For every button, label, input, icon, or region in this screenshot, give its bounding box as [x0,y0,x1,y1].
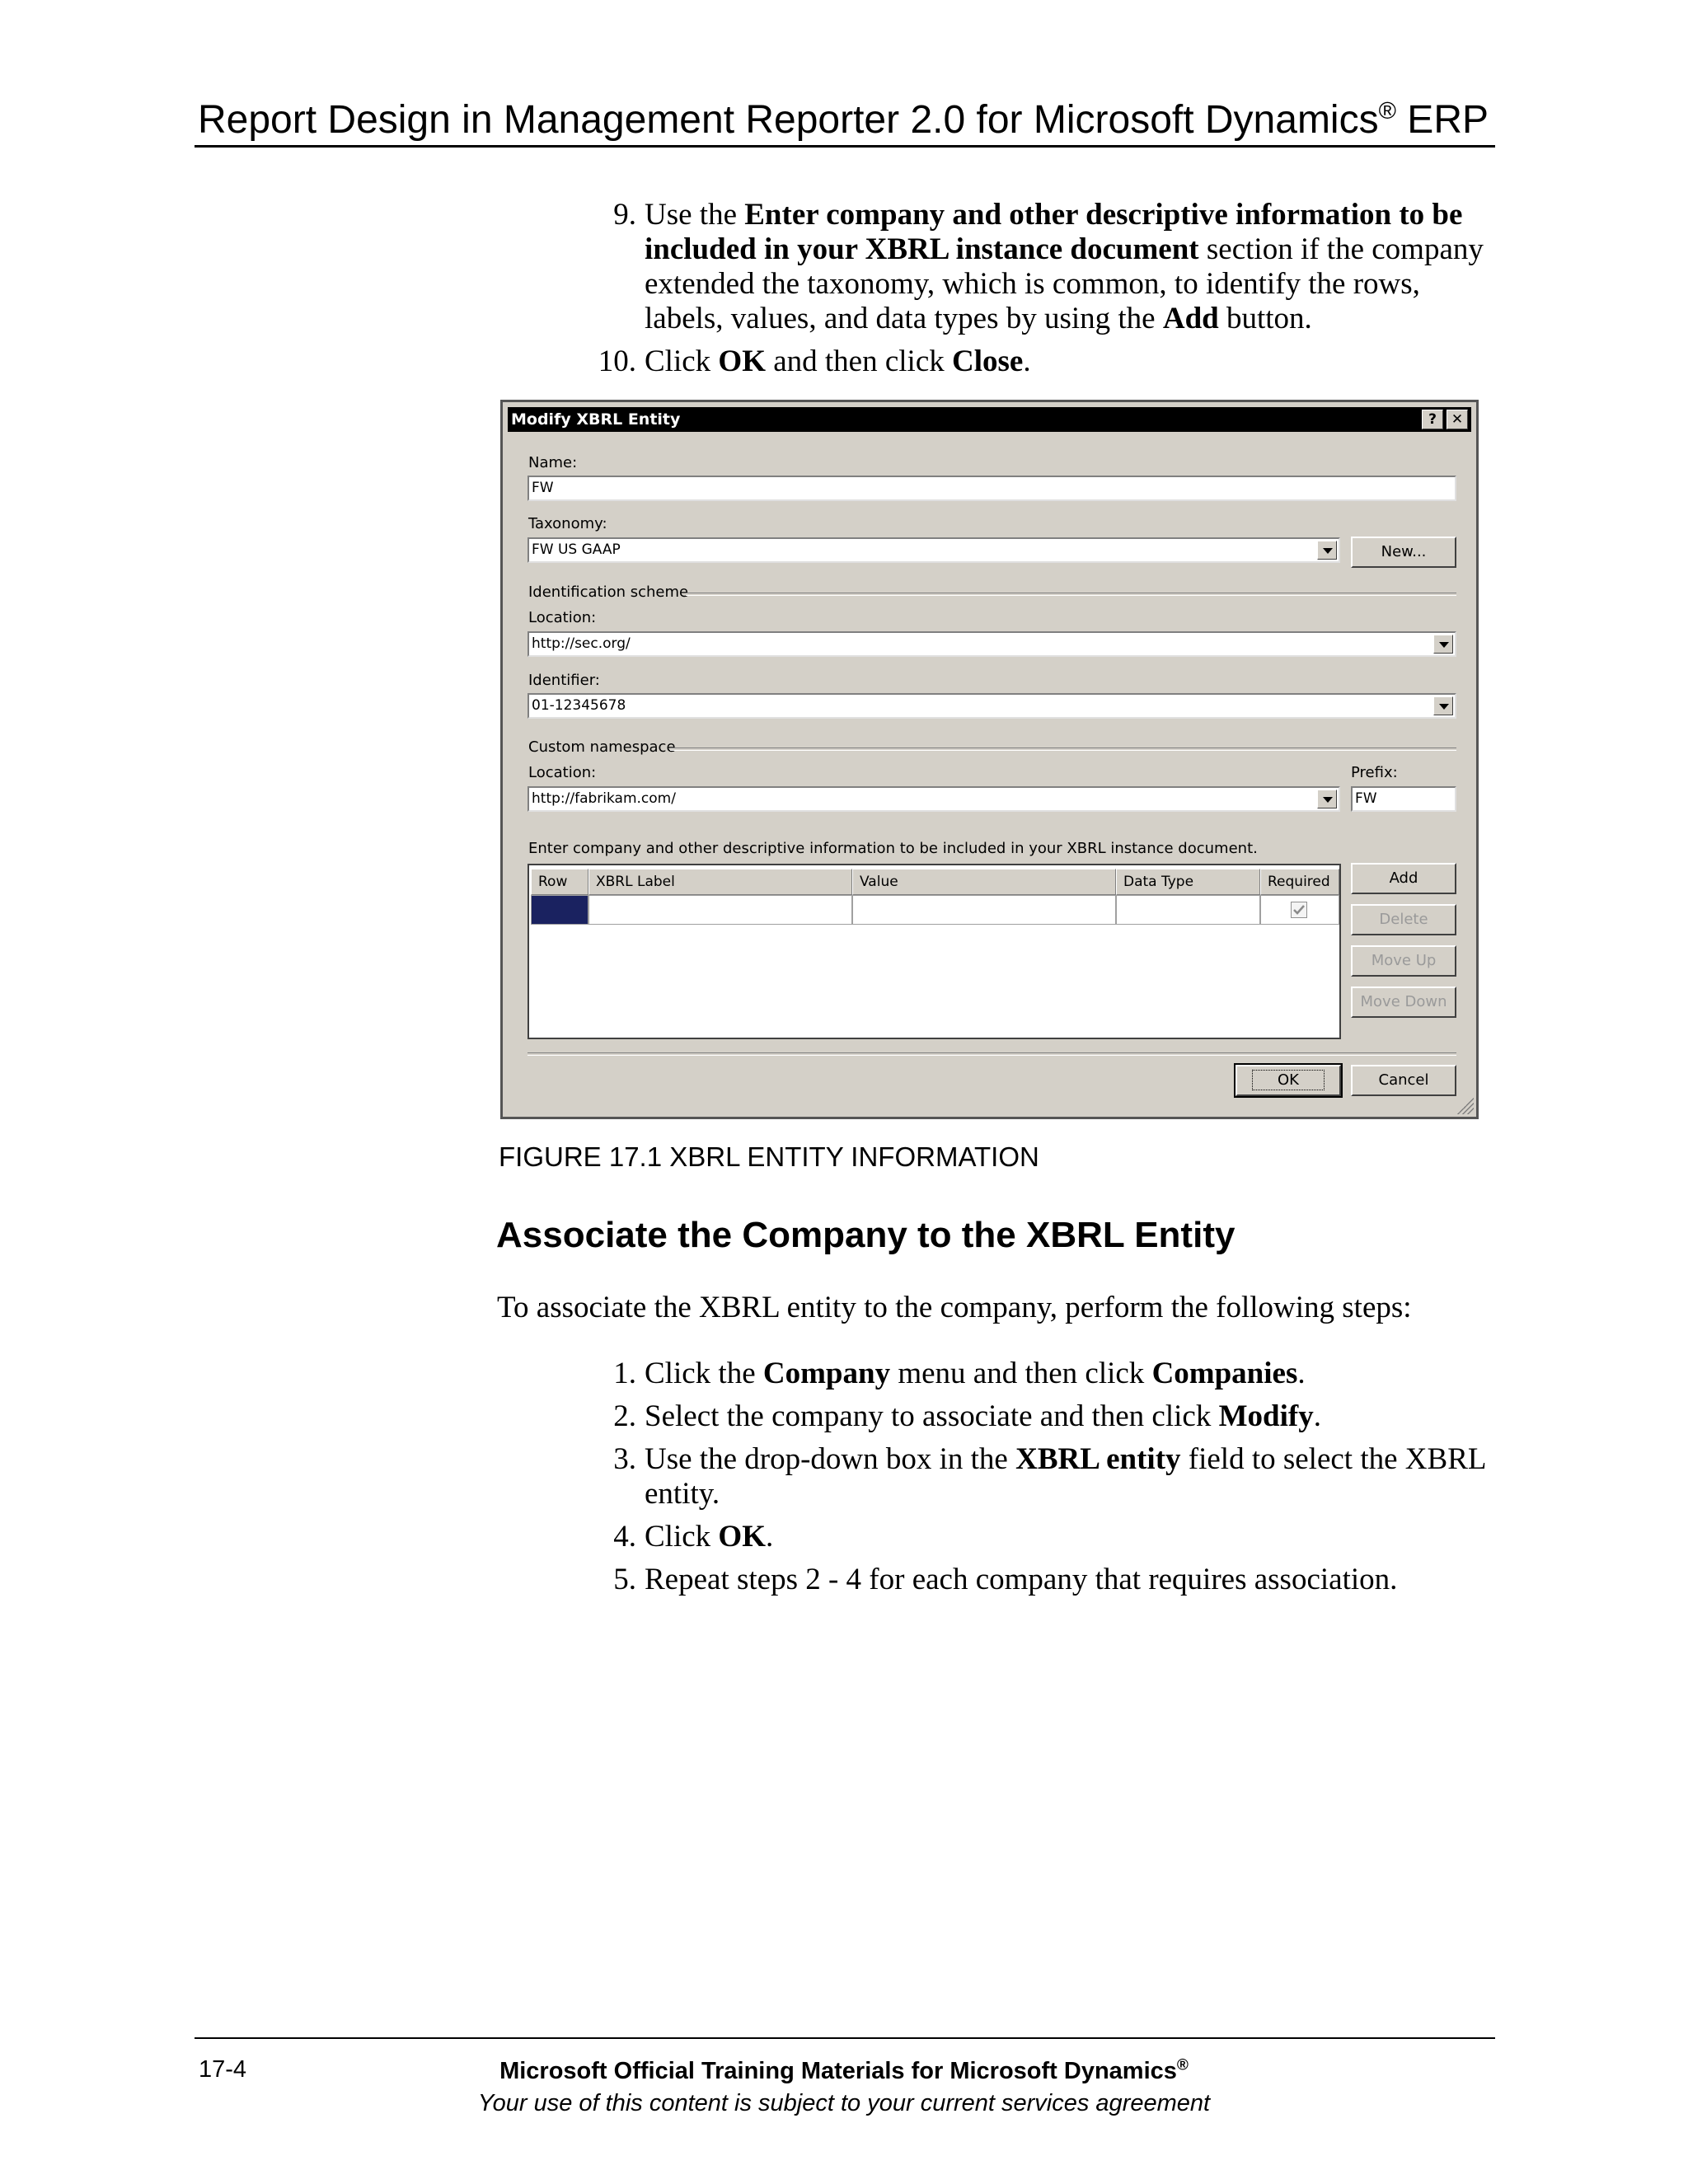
registered-mark: ® [1378,98,1396,124]
checkmark-icon [1292,902,1306,917]
step-bold: OK [718,344,766,378]
step-bold: Company [762,1357,891,1390]
step-1 [593,1357,1492,1391]
chevron-down-icon[interactable] [1317,541,1337,560]
step-bold: OK [718,1520,766,1554]
step-text: Select the company to associate and then click [645,1399,1219,1433]
chevron-down-icon[interactable] [1433,696,1453,715]
step-text: Use the [645,198,745,232]
step-bold: XBRL entity [1015,1442,1181,1476]
step-3 [593,1442,1492,1511]
ok-button[interactable] [1236,1065,1341,1096]
step-4 [593,1520,1492,1554]
grid-label: Enter company and other descriptive information to be included in your XBRL instance document. [528,840,1258,857]
step-number: 2. [613,1399,636,1433]
namespace-location-label: Location: [528,764,597,781]
section-heading: Associate the Company to the XBRL Entity [496,1215,1236,1255]
step-2 [593,1399,1492,1434]
step-text: . [1313,1399,1321,1433]
cancel-button[interactable]: Cancel [1351,1065,1456,1096]
footer-title [0,2058,1688,2085]
steps-bottom [593,1357,1492,1605]
step-number: 1. [613,1357,636,1390]
column-header-value[interactable]: Value [852,869,1116,895]
row-selector[interactable] [531,895,588,925]
step-bold: Companies [1151,1357,1298,1390]
step-text: Use the drop-down box in the [645,1442,1016,1476]
step-5 [593,1563,1492,1597]
column-header-data-type[interactable]: Data Type [1116,869,1260,895]
required-checkbox[interactable] [1291,902,1307,918]
step-bold: Close [952,344,1024,378]
step-text: . [765,1520,774,1554]
intro-paragraph: To associate the XBRL entity to the company, perform the following steps: [497,1291,1412,1324]
identifier-value: 01-12345678 [532,697,626,714]
step-text: Click [645,344,719,378]
xbrl-info-grid[interactable] [528,864,1341,1039]
step-bold: Modify [1218,1399,1314,1433]
step-text: Click the [645,1357,763,1390]
taxonomy-select[interactable] [528,537,1340,563]
step-number: 3. [613,1442,636,1476]
add-button[interactable]: Add [1351,863,1456,894]
step-number: 10. [598,344,636,378]
figure-caption: FIGURE 17.1 XBRL ENTITY INFORMATION [499,1141,1039,1172]
new-button[interactable]: New... [1351,537,1456,568]
dialog-title-bar [508,407,1471,432]
step-10 [593,344,1492,379]
step-text: menu and then click [890,1357,1152,1390]
help-icon[interactable]: ? [1422,410,1443,429]
step-text: and then click [765,344,953,378]
footer-rule [195,2037,1495,2039]
location-label: Location: [528,609,597,626]
taxonomy-value: FW US GAAP [532,541,621,558]
step-text: field to select the XBRL entity. [645,1442,1486,1511]
step-bold: Add [1162,302,1219,335]
custom-namespace-group: Custom namespace [528,738,676,756]
group-divider [670,748,1456,751]
chevron-down-icon[interactable] [1433,635,1453,654]
step-number: 9. [613,198,636,232]
step-bold: Enter company and other descriptive information to be included in your XBRL instance document [645,198,1463,266]
identifier-label: Identifier: [528,672,600,689]
name-label: Name: [528,454,578,471]
move-down-button[interactable]: Move Down [1351,987,1456,1018]
move-up-button[interactable]: Move Up [1351,945,1456,977]
footer-title-text: Microsoft Official Training Materials for Microsoft Dynamics [499,2058,1177,2084]
ok-button-label: OK [1252,1070,1325,1090]
name-input[interactable]: FW [528,476,1456,501]
header-title-suffix: ERP [1395,98,1489,142]
group-divider [686,593,1456,596]
close-icon[interactable]: ✕ [1447,410,1468,429]
step-text: button. [1218,302,1312,335]
column-header-required[interactable]: Required [1260,869,1339,895]
prefix-label: Prefix: [1351,764,1398,781]
registered-mark: ® [1176,2056,1189,2074]
footer-divider [528,1052,1456,1056]
step-9 [593,198,1492,336]
header-rule [195,145,1495,148]
required-cell[interactable] [1260,895,1339,925]
identifier-select[interactable] [528,693,1456,719]
step-text: section if the company extended the taxonomy, which is common, to identify the rows, labels, values, and data types by using the [645,232,1484,335]
footer-note: Your use of this content is subject to your current services agreement [477,2090,1211,2116]
namespace-location-value: http://fabrikam.com/ [532,790,676,807]
page-number: 17-4 [199,2056,247,2083]
step-text: . [1297,1357,1306,1390]
header-title: Report Design in Management Reporter 2.0 for Microsoft Dynamics [198,98,1379,142]
dialog-title: Modify XBRL Entity [511,410,681,429]
location-value: http://sec.org/ [532,635,631,652]
resize-grip-icon[interactable] [1457,1098,1474,1114]
data-type-cell[interactable] [1116,895,1260,925]
step-text: Repeat steps 2 - 4 for each company that requires association. [645,1563,1398,1596]
modify-xbrl-entity-dialog [500,400,1479,1119]
steps-top [593,198,1492,387]
delete-button[interactable]: Delete [1351,904,1456,935]
step-number: 5. [613,1563,636,1596]
column-header-row[interactable]: Row [531,869,588,895]
step-text: Click [645,1520,719,1554]
column-header-xbrl-label[interactable]: XBRL Label [588,869,852,895]
xbrl-label-cell[interactable] [588,895,852,925]
namespace-location-select[interactable] [528,786,1340,812]
value-cell[interactable] [852,895,1116,925]
page-header [198,97,1493,143]
identification-scheme-group: Identification scheme [528,583,689,601]
chevron-down-icon[interactable] [1317,790,1337,808]
taxonomy-label: Taxonomy: [528,515,607,532]
step-number: 4. [613,1520,636,1554]
prefix-input[interactable]: FW [1351,786,1456,812]
step-text: . [1023,344,1031,378]
location-select[interactable] [528,631,1456,657]
